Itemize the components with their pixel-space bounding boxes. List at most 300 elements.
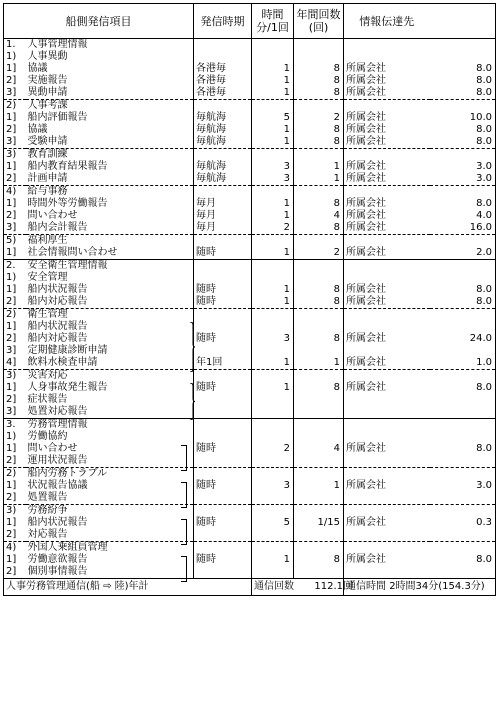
row-timing: 随時 [194,517,252,529]
square-bracket-icon [181,445,187,471]
row-number: 2] [4,492,26,505]
header-item: 船側発信項目 [4,4,194,39]
row-duration [252,51,294,63]
table-row [4,505,496,518]
table-row [4,443,496,455]
table-row [4,39,496,52]
row-count [294,235,344,248]
row-item: 人身事故発生報告 [26,382,194,394]
row-number: 1] [4,382,26,394]
row-duration [252,370,294,383]
row-number: 2) [4,468,26,481]
row-destination: 所属会社 [344,247,430,260]
row-destination: 所属会社 [346,443,386,454]
row-timing: 毎航海 [194,161,252,173]
row-count [294,468,344,481]
row-count [294,419,344,432]
table-row [4,247,496,260]
row-item: 症状報告 [26,394,194,406]
curly-brace-icon [189,322,195,372]
row-item: 処置対応報告 [26,406,194,419]
table-row [4,394,496,406]
table-row [4,529,496,542]
header-count [294,4,344,39]
row-item: 船内会計報告 [26,222,194,235]
row-count [294,455,344,468]
row-timing [194,492,252,505]
row-item: 労働協約 [26,431,194,443]
row-item: 協議 [26,63,194,75]
row-item: 人事考課 [26,100,194,113]
row-number: 2] [4,394,26,406]
row-duration: 1 [252,63,294,75]
row-count: 2 [294,247,344,260]
row-count: 8 [294,63,344,75]
footer-time-label: 通信時間 [346,581,386,592]
row-duration: 5 [252,112,294,124]
row-item: 人事異動 [26,51,194,63]
table-row [4,161,496,173]
row-number: 1] [4,517,26,529]
header-timing: 発信時期 [194,4,252,39]
row-destination [344,186,430,199]
row-item: 安全管理 [26,272,194,284]
row-item: 給与事務 [26,186,194,199]
row-number: 1] [4,63,26,75]
table-row [4,492,496,505]
row-destination: 所属会社 [346,382,386,393]
row-count [294,272,344,284]
row-destination: 所属会社 [344,87,430,100]
row-destination [344,468,430,481]
table-row [4,431,496,443]
row-count: 8 [294,87,344,100]
row-duration: 1 [252,382,294,394]
row-destination [344,260,430,273]
row-count [294,260,344,273]
table-row [4,419,496,432]
row-duration: 1 [252,136,294,149]
row-hours: 1.0 [430,357,496,370]
row-item: 安全衛生管理情報 [26,260,194,273]
row-destination [344,100,430,113]
row-duration [252,505,294,518]
row-hours [430,235,496,248]
row-duration: 1 [252,87,294,100]
row-number: 2. [4,260,26,273]
row-timing [194,455,252,468]
row-item: 対応報告 [26,529,194,542]
row-destination: 所属会社 [346,554,386,565]
row-duration: 1 [252,554,294,566]
row-hours: 3.0 [430,173,496,186]
row-item: 船内対応報告 [26,296,194,309]
row-number: 2] [4,75,26,87]
row-destination: 所属会社 [344,173,430,186]
table-row [4,272,496,284]
row-destination: 所属会社 [346,63,386,74]
table-row [4,321,496,333]
row-item: 協議 [26,124,194,136]
row-hours: 8.0 [430,87,496,100]
footer-count [252,579,354,596]
row-timing: 年1回 [194,357,252,370]
row-hours: 10.0 [430,112,496,124]
row-item: 人事管理情報 [26,39,194,52]
row-hours: 4.0 [430,210,496,222]
row-number: 2] [4,455,26,468]
row-destination [344,419,430,432]
table-row [4,554,496,566]
row-hours [430,186,496,199]
row-item: 船内評価報告 [26,112,194,124]
table-row [4,198,496,210]
row-timing: 随時 [194,443,252,455]
row-number: 3) [4,149,26,162]
row-number: 1] [4,247,26,260]
table-row [4,87,496,100]
row-timing [194,260,252,273]
row-count: 1 [294,173,344,186]
row-hours [430,542,496,555]
row-count [294,345,344,357]
row-item: 船内状況報告 [26,321,194,333]
row-count [294,394,344,406]
table-row [4,542,496,555]
row-hours [430,419,496,432]
row-destination: 所属会社 [346,333,386,344]
row-destination: 所属会社 [344,136,430,149]
row-number: 1] [4,321,26,333]
row-destination: 所属会社 [346,517,386,528]
header-count-text: 年間回数 (回) [296,8,341,34]
row-item: 船内教育結果報告 [26,161,194,173]
row-duration: 5 [252,517,294,529]
row-hours: 8.0 [430,554,496,566]
row-timing [194,235,252,248]
row-item: 実施報告 [26,75,194,87]
row-timing: 随時 [194,554,252,566]
table-row [4,75,496,87]
row-count [294,529,344,542]
row-duration [252,235,294,248]
curly-brace-icon [189,383,195,420]
row-count [294,492,344,505]
row-number: 4) [4,186,26,199]
row-number: 3] [4,406,26,419]
row-item: 定期健康診断申請 [26,345,194,357]
table-row [4,51,496,63]
row-destination [344,235,430,248]
row-duration: 1 [252,296,294,309]
row-hours: 8.0 [430,63,496,75]
row-item: 状況報告協議 [26,480,194,492]
footer-count-value: 112.1回 [314,581,354,592]
header-hours [430,4,496,39]
row-hours: 2.0 [430,247,496,260]
row-count: 8 [294,333,344,345]
row-hours [430,51,496,63]
row-timing [194,468,252,481]
table-row [4,222,496,235]
row-hours: 8.0 [430,124,496,136]
row-timing: 毎航海 [194,112,252,124]
table-row [4,309,496,322]
row-timing: 各港毎 [194,75,252,87]
row-item: 受験申請 [26,136,194,149]
row-number: 2] [4,296,26,309]
row-timing [194,394,252,406]
row-count [294,149,344,162]
row-number: 3] [4,87,26,100]
row-timing: 随時 [194,247,252,260]
footer-count-label: 通信回数 [254,581,294,592]
row-hours: 8.0 [430,443,496,455]
row-item: 飲料水検査申請 [26,357,194,370]
row-number: 1] [4,112,26,124]
row-destination [344,272,430,284]
row-hours [430,394,496,406]
table-row [4,345,496,357]
row-timing: 毎月 [194,222,252,235]
row-number: 4) [4,542,26,555]
row-number: 2] [4,566,26,579]
row-duration [252,566,294,579]
row-count [294,505,344,518]
row-destination [344,309,430,322]
row-count: 8 [294,382,344,394]
row-destination: 所属会社 [346,161,386,172]
header-destination: 情報伝達先 [344,4,430,39]
row-hours [430,370,496,383]
row-timing: 随時 [194,284,252,296]
row-destination: 所属会社 [346,210,386,221]
row-duration [252,149,294,162]
row-destination [344,431,430,443]
row-duration: 3 [252,173,294,186]
row-count [294,39,344,52]
header-duration [252,4,294,39]
row-destination [344,505,430,518]
row-hours: 3.0 [430,161,496,173]
row-count [294,309,344,322]
row-number: 2) [4,100,26,113]
square-bracket-icon [181,556,187,582]
row-number: 3) [4,505,26,518]
row-destination: 所属会社 [346,480,386,491]
row-hours [430,345,496,357]
row-count [294,51,344,63]
table-row [4,566,496,579]
row-destination [344,406,430,419]
row-duration [252,394,294,406]
row-hours: 8.0 [430,382,496,394]
row-number: 2) [4,309,26,322]
row-number: 2] [4,210,26,222]
row-hours [430,100,496,113]
table-row [4,149,496,162]
table-row [4,468,496,481]
square-bracket-icon [181,519,187,545]
row-timing [194,149,252,162]
row-hours: 24.0 [430,333,496,345]
row-number: 1] [4,554,26,566]
row-duration [252,272,294,284]
row-destination: 所属会社 [344,222,430,235]
footer-time [344,579,496,596]
table-row [4,260,496,273]
row-number: 1] [4,480,26,492]
row-count: 1 [294,480,344,492]
row-timing [194,370,252,383]
row-duration [252,321,294,333]
row-duration [252,419,294,432]
row-timing [194,345,252,357]
row-duration: 1 [252,210,294,222]
row-timing: 各港毎 [194,63,252,75]
row-count: 1 [294,357,344,370]
footer-time-value: 2時間34分(154.3分) [389,581,485,592]
row-destination [344,542,430,555]
row-number: 3. [4,419,26,432]
row-count: 8 [294,198,344,210]
row-number: 3] [4,222,26,235]
row-duration: 1 [252,357,294,370]
row-number: 3) [4,370,26,383]
row-number: 1] [4,161,26,173]
row-hours [430,406,496,419]
row-destination [344,149,430,162]
row-timing: 随時 [194,382,252,394]
row-hours [430,272,496,284]
row-timing: 毎航海 [194,173,252,186]
row-timing: 随時 [194,480,252,492]
row-count [294,186,344,199]
row-number: 2] [4,529,26,542]
table-row [4,173,496,186]
row-timing: 毎月 [194,198,252,210]
row-number: 1. [4,39,26,52]
row-count [294,431,344,443]
row-duration: 1 [252,247,294,260]
row-timing [194,309,252,322]
row-item: 社会情報問い合わせ [26,247,194,260]
row-item: 問い合わせ [26,443,194,455]
row-item: 労務紛争 [26,505,194,518]
row-item: 労務管理情報 [26,419,194,432]
table-row [4,63,496,75]
row-duration [252,309,294,322]
row-count: 4 [294,210,344,222]
row-hours: 8.0 [430,75,496,87]
row-hours: 8.0 [430,136,496,149]
row-timing: 各港毎 [194,87,252,100]
row-destination [344,455,430,468]
footer-label: 人事労務管理通信(船 ⇨ 陸)年計 [4,579,252,596]
row-duration [252,39,294,52]
table-row [4,100,496,113]
row-timing [194,272,252,284]
row-item: 船内労務トラブル [26,468,194,481]
row-item: 計画申請 [26,173,194,186]
row-duration [252,542,294,555]
row-count: 4 [294,443,344,455]
row-count: 1 [294,161,344,173]
row-destination [344,321,430,333]
table-row [4,124,496,136]
row-duration: 1 [252,124,294,136]
table-row [4,296,496,309]
row-hours: 16.0 [430,222,496,235]
row-duration [252,406,294,419]
row-destination: 所属会社 [346,112,386,123]
table-row [4,480,496,492]
row-count [294,370,344,383]
row-item: 個別事情報告 [26,566,194,579]
row-number: 2] [4,173,26,186]
row-duration [252,492,294,505]
row-hours [430,321,496,333]
row-item: 福利厚生 [26,235,194,248]
row-item: 運用状況報告 [26,455,194,468]
row-destination [344,51,430,63]
row-number: 1] [4,198,26,210]
row-destination: 所属会社 [346,284,386,295]
row-hours [430,260,496,273]
row-count: 2 [294,112,344,124]
communication-table [3,3,496,596]
row-item: 船内対応報告 [26,333,194,345]
row-number: 1] [4,443,26,455]
row-hours [430,468,496,481]
row-destination [344,529,430,542]
row-count: 8 [294,136,344,149]
row-destination: 所属会社 [346,124,386,135]
row-count [294,406,344,419]
row-count [294,321,344,333]
row-count: 8 [294,222,344,235]
table-row [4,406,496,419]
row-item: 教育訓練 [26,149,194,162]
row-number: 3] [4,136,26,149]
row-hours: 3.0 [430,480,496,492]
row-destination [344,39,430,52]
row-hours [430,505,496,518]
row-item: 異動申請 [26,87,194,100]
table-row [4,517,496,529]
row-duration [252,345,294,357]
table-row [4,112,496,124]
row-count: 1/15 [294,517,344,529]
row-timing: 毎月 [194,210,252,222]
row-destination [344,345,430,357]
row-item: 災害対応 [26,370,194,383]
row-duration [252,529,294,542]
row-timing [194,419,252,432]
footer-row [4,579,496,596]
row-timing [194,566,252,579]
row-destination: 所属会社 [344,357,430,370]
row-number: 1) [4,51,26,63]
row-duration: 3 [252,333,294,345]
table-row [4,186,496,199]
row-destination [344,492,430,505]
row-hours [430,431,496,443]
row-number: 2] [4,124,26,136]
table-body [4,39,496,579]
row-duration: 3 [252,161,294,173]
row-duration [252,260,294,273]
